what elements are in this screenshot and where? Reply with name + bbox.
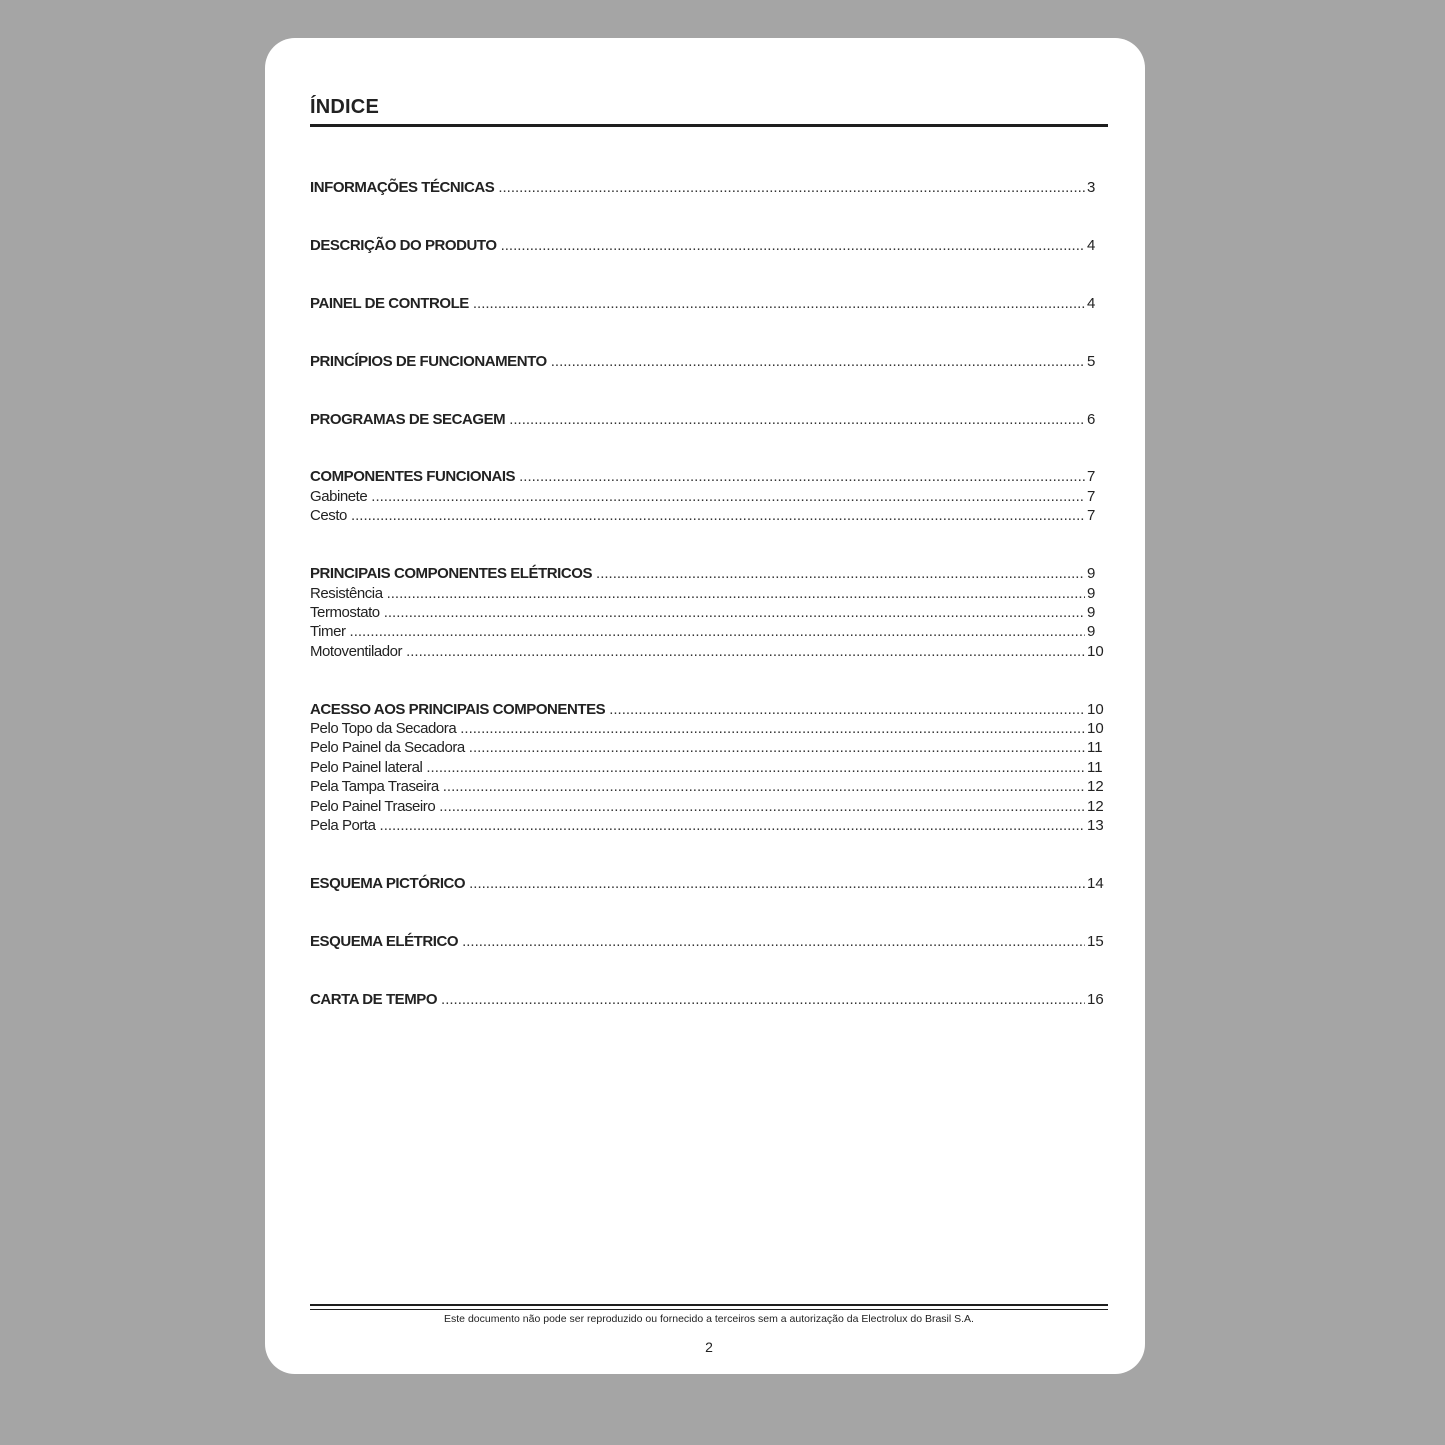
toc-section-title: PRINCÍPIOS DE FUNCIONAMENTO xyxy=(310,352,547,370)
dot-leader xyxy=(384,603,1085,622)
footer-divider xyxy=(310,1304,1108,1310)
toc-subsection-entry[interactable] xyxy=(310,758,1104,777)
toc-section xyxy=(310,990,1104,1009)
toc-subsection-entry[interactable] xyxy=(310,487,1104,506)
dot-leader xyxy=(371,487,1085,506)
toc-section-title: PAINEL DE CONTROLE xyxy=(310,294,469,312)
dot-leader xyxy=(473,294,1085,313)
toc-subsection-entry[interactable] xyxy=(310,719,1104,738)
toc-section xyxy=(310,178,1104,197)
toc-subsection-title: Timer xyxy=(310,623,346,641)
toc-page-number: 7 xyxy=(1087,468,1096,486)
document-page xyxy=(265,38,1145,1374)
toc-subsection-entry[interactable] xyxy=(310,777,1104,796)
toc-subsection-entry[interactable] xyxy=(310,584,1104,603)
page-title: ÍNDICE xyxy=(310,96,379,118)
toc-page-number: 5 xyxy=(1087,352,1096,370)
toc-section xyxy=(310,294,1104,313)
toc-subsection-title: Motoventilador xyxy=(310,642,403,660)
toc-section-entry[interactable] xyxy=(310,874,1104,893)
toc-subsection-title: Resistência xyxy=(310,584,383,602)
toc-section-title: ESQUEMA ELÉTRICO xyxy=(310,932,459,950)
toc-page-number: 11 xyxy=(1087,739,1103,757)
table-of-contents xyxy=(310,178,1104,1009)
toc-section-entry[interactable] xyxy=(310,178,1104,197)
dot-leader xyxy=(509,410,1085,429)
toc-subsection-entry[interactable] xyxy=(310,603,1104,622)
toc-section xyxy=(310,564,1104,661)
toc-section xyxy=(310,932,1104,951)
toc-page-number: 3 xyxy=(1087,179,1096,196)
toc-subsection-title: Pela Tampa Traseira xyxy=(310,778,439,796)
dot-leader xyxy=(596,564,1085,583)
toc-section-entry[interactable] xyxy=(310,990,1104,1009)
toc-subsection-entry[interactable] xyxy=(310,622,1104,641)
toc-subsection-title: Pelo Painel Traseiro xyxy=(310,797,436,815)
dot-leader xyxy=(519,467,1085,486)
toc-subsection-entry[interactable] xyxy=(310,797,1104,816)
toc-section xyxy=(310,410,1104,429)
toc-section-entry[interactable] xyxy=(310,700,1104,719)
toc-page-number: 4 xyxy=(1087,236,1096,254)
dot-leader xyxy=(443,777,1085,796)
toc-subsection-title: Termostato xyxy=(310,603,380,621)
toc-section-entry[interactable] xyxy=(310,564,1104,583)
toc-page-number: 10 xyxy=(1087,719,1104,737)
toc-section-title: ESQUEMA PICTÓRICO xyxy=(310,874,466,892)
dot-leader xyxy=(460,719,1085,738)
toc-section-entry[interactable] xyxy=(310,932,1104,951)
toc-page-number: 12 xyxy=(1087,778,1104,796)
toc-section-title: PROGRAMAS DE SECAGEM xyxy=(310,410,506,428)
toc-subsection-entry[interactable] xyxy=(310,738,1104,757)
dot-leader xyxy=(380,816,1085,835)
toc-page-number: 7 xyxy=(1087,507,1096,525)
toc-section-entry[interactable] xyxy=(310,352,1104,371)
toc-section-entry[interactable] xyxy=(310,294,1104,313)
dot-leader xyxy=(426,758,1085,777)
dot-leader xyxy=(501,236,1085,255)
toc-page-number: 6 xyxy=(1087,410,1096,428)
toc-section-title: CARTA DE TEMPO xyxy=(310,990,438,1008)
toc-subsection-title: Pelo Topo da Secadora xyxy=(310,719,457,737)
toc-subsection-title: Gabinete xyxy=(310,487,368,505)
toc-subsection-title: Pelo Painel da Secadora xyxy=(310,739,465,757)
toc-page-number: 9 xyxy=(1087,565,1096,583)
toc-page-number: 4 xyxy=(1087,294,1096,312)
toc-page-number: 15 xyxy=(1087,932,1104,950)
toc-section xyxy=(310,700,1104,836)
toc-page-number: 14 xyxy=(1087,874,1104,892)
toc-subsection-title: Cesto xyxy=(310,507,347,525)
title-divider xyxy=(310,124,1108,127)
toc-subsection-entry[interactable] xyxy=(310,816,1104,835)
toc-section-entry[interactable] xyxy=(310,467,1104,486)
toc-subsection-title: Pela Porta xyxy=(310,816,376,834)
toc-subsection-entry[interactable] xyxy=(310,506,1104,525)
toc-section-entry[interactable] xyxy=(310,410,1104,429)
page-number: 2 xyxy=(705,1339,713,1355)
toc-section xyxy=(310,874,1104,893)
toc-page-number: 13 xyxy=(1087,816,1104,834)
dot-leader xyxy=(351,506,1085,525)
toc-page-number: 9 xyxy=(1087,623,1096,641)
toc-page-number: 12 xyxy=(1087,797,1104,815)
toc-page-number: 9 xyxy=(1087,603,1096,621)
toc-page-number: 9 xyxy=(1087,584,1096,602)
dot-leader xyxy=(441,990,1085,1009)
dot-leader xyxy=(387,584,1085,603)
toc-page-number: 10 xyxy=(1087,642,1104,660)
toc-section-entry[interactable] xyxy=(310,236,1104,255)
dot-leader xyxy=(469,738,1085,757)
toc-section xyxy=(310,467,1104,525)
toc-section xyxy=(310,236,1104,255)
toc-page-number: 11 xyxy=(1087,758,1103,776)
toc-subsection-title: Pelo Painel lateral xyxy=(310,758,423,776)
footer-notice: Este documento não pode ser reproduzido ou fornecido a terceiros sem a autorização da Electrolux do Brasil S.A. xyxy=(444,1313,974,1325)
toc-subsection-entry[interactable] xyxy=(310,642,1104,661)
toc-section-title: PRINCIPAIS COMPONENTES ELÉTRICOS xyxy=(310,565,593,583)
dot-leader xyxy=(551,352,1085,371)
toc-page-number: 16 xyxy=(1087,990,1104,1008)
dot-leader xyxy=(498,178,1085,197)
dot-leader xyxy=(439,797,1085,816)
dot-leader xyxy=(406,642,1085,661)
toc-section-title: ACESSO AOS PRINCIPAIS COMPONENTES xyxy=(310,700,606,718)
toc-section-title: COMPONENTES FUNCIONAIS xyxy=(310,468,516,486)
toc-section-title: INFORMAÇÕES TÉCNICAS xyxy=(310,179,495,196)
dot-leader xyxy=(462,932,1085,951)
dot-leader xyxy=(469,874,1085,893)
toc-page-number: 10 xyxy=(1087,700,1104,718)
toc-section-title: DESCRIÇÃO DO PRODUTO xyxy=(310,236,497,254)
toc-section xyxy=(310,352,1104,371)
dot-leader xyxy=(350,622,1085,641)
toc-page-number: 7 xyxy=(1087,487,1096,505)
dot-leader xyxy=(609,700,1085,719)
